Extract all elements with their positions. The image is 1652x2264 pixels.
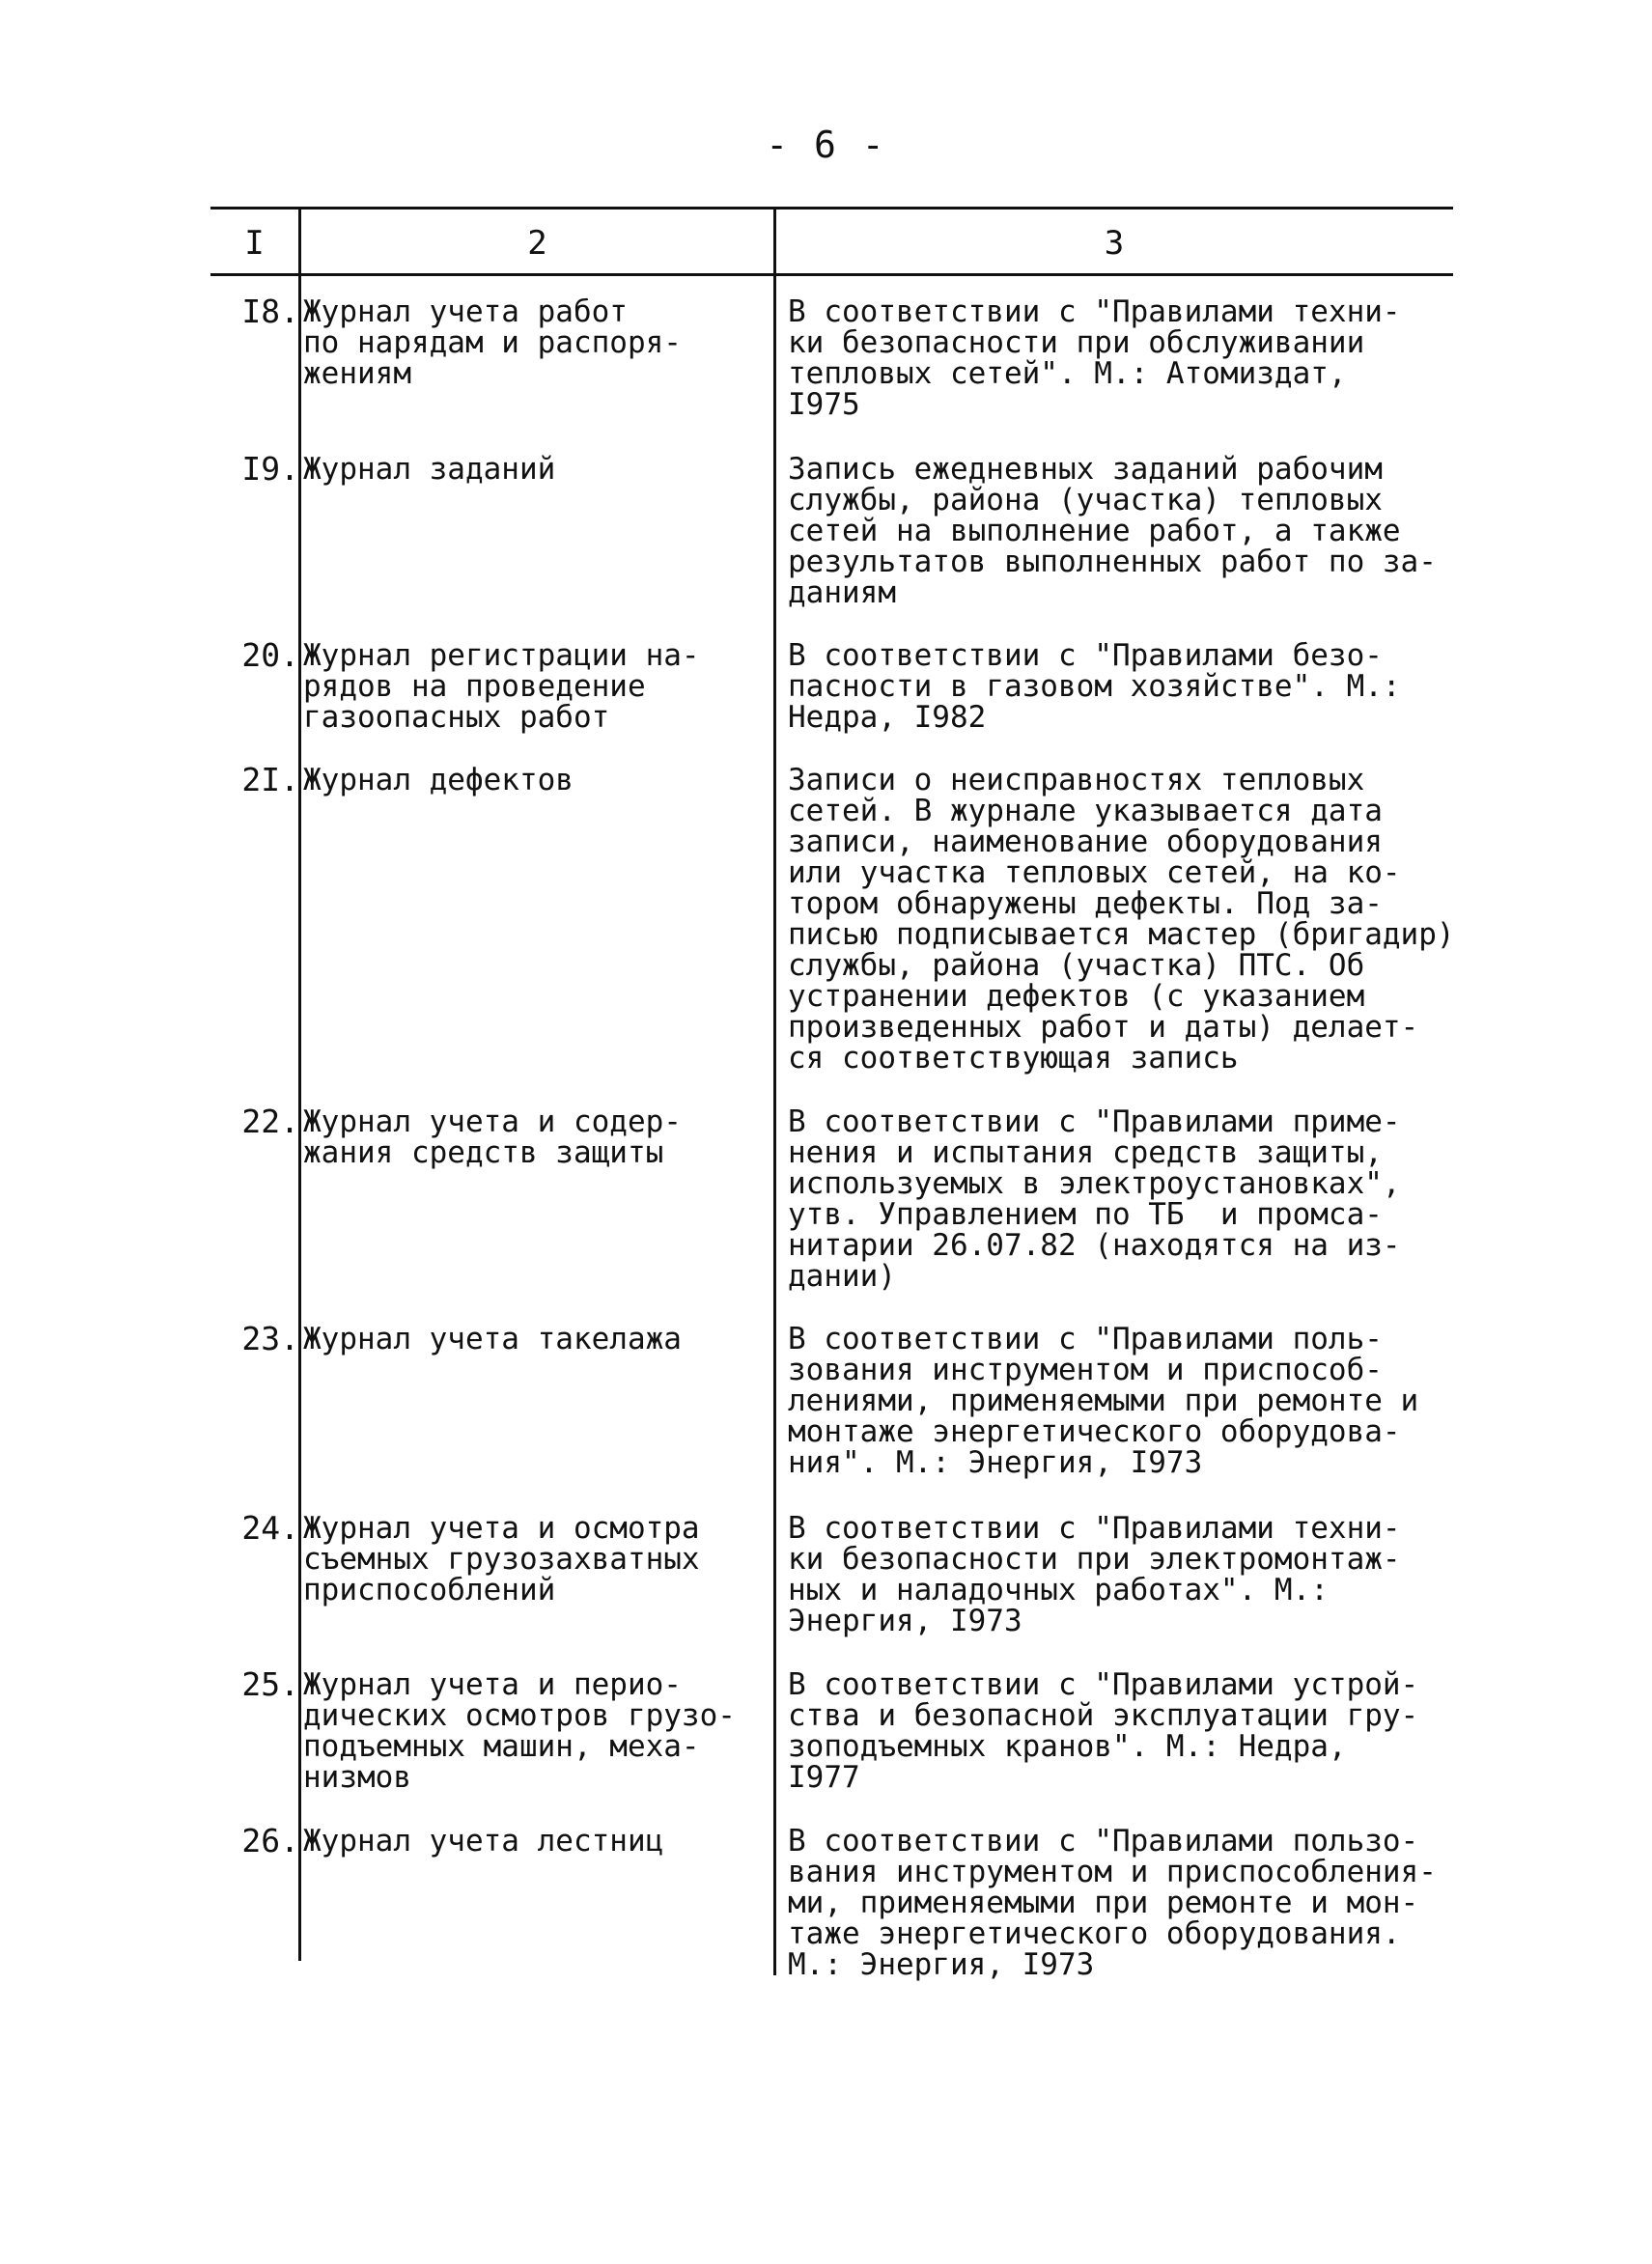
- journal-name: Журнал учета работ по нарядам и распоря- жениям: [303, 294, 682, 391]
- table-top-rule: [210, 207, 1453, 210]
- row-number: I9.: [241, 450, 299, 488]
- journal-note: В соответствии с "Правилами пользо- вания инструментом и приспособления- ми, применяемыми при ремонте и мон- таже энергетического оборудования. М.: Энергия, I973: [788, 1824, 1437, 1982]
- column-divider-2: [773, 209, 776, 1975]
- journal-name: Журнал учета такелажа: [303, 1322, 682, 1356]
- journal-note: В соответствии с "Правилами безо- пасности в газовом хозяйстве". М.: Недра, I982: [788, 638, 1401, 735]
- journal-name: Журнал заданий: [303, 452, 556, 487]
- table-header-rule: [210, 273, 1453, 276]
- row-number: 2I.: [241, 761, 299, 798]
- journal-name: Журнал регистрации на- рядов на проведение газоопасных работ: [303, 638, 700, 735]
- journal-name: Журнал учета и осмотра съемных грузозахватных приспособлений: [303, 1511, 700, 1607]
- journal-name: Журнал дефектов: [303, 763, 574, 797]
- row-number: 23.: [241, 1320, 299, 1357]
- journal-note: В соответствии с "Правилами техни- ки безопасности при обслуживании тепловых сетей". М.: Атомиздат, I975: [788, 294, 1401, 422]
- journal-name: Журнал учета и содер- жания средств защиты: [303, 1104, 682, 1170]
- journal-note: Записи о неисправностях тепловых сетей. В журнале указывается дата записи, наименование оборудования или участка тепловых сетей, на ко- тором обнаружены дефекты. Под за- писью подписывается мастер (бригадир) службы, района (участка) ПТС. Об устранении дефектов (с указанием произведенных работ и даты) делает- ся соответствующая запись: [788, 763, 1455, 1076]
- column-header-2: 2: [527, 224, 547, 263]
- journal-note: В соответствии с "Правилами поль- зования инструментом и приспособ- лениями, применяемыми при ремонте и монтаже энергетического оборудова- ния". М.: Энергия, I973: [788, 1322, 1419, 1480]
- row-number: 20.: [241, 636, 299, 674]
- row-number: 22.: [241, 1103, 299, 1140]
- column-header-3: 3: [1104, 224, 1125, 263]
- journal-note: В соответствии с "Правилами устрой- ства и безопасной эксплуатации гру- зоподъемных кранов". М.: Недра, I977: [788, 1667, 1419, 1795]
- row-number: 26.: [241, 1822, 299, 1859]
- row-number: 25.: [241, 1665, 299, 1703]
- journal-name: Журнал учета лестниц: [303, 1824, 664, 1859]
- journal-note: В соответствии с "Правилами приме- нения и испытания средств защиты, используемых в электроустановках", утв. Управлением по ТБ и промса- нитарии 26.07.82 (находятся на из- дании): [788, 1104, 1401, 1294]
- page-number: - 6 -: [766, 124, 886, 166]
- journal-note: В соответствии с "Правилами техни- ки безопасности при электромонтаж- ных и наладочных работах". М.: Энергия, I973: [788, 1511, 1401, 1638]
- journal-name: Журнал учета и перио- дических осмотров грузо- подъемных машин, меха- низмов: [303, 1667, 736, 1795]
- journal-note: Запись ежедневных заданий рабочим службы, района (участка) тепловых сетей на выполнение работ, а также результатов выполненных работ по за- даниям: [788, 452, 1437, 610]
- row-number: 24.: [241, 1509, 299, 1547]
- column-header-1: I: [244, 224, 265, 263]
- row-number: I8.: [241, 293, 299, 330]
